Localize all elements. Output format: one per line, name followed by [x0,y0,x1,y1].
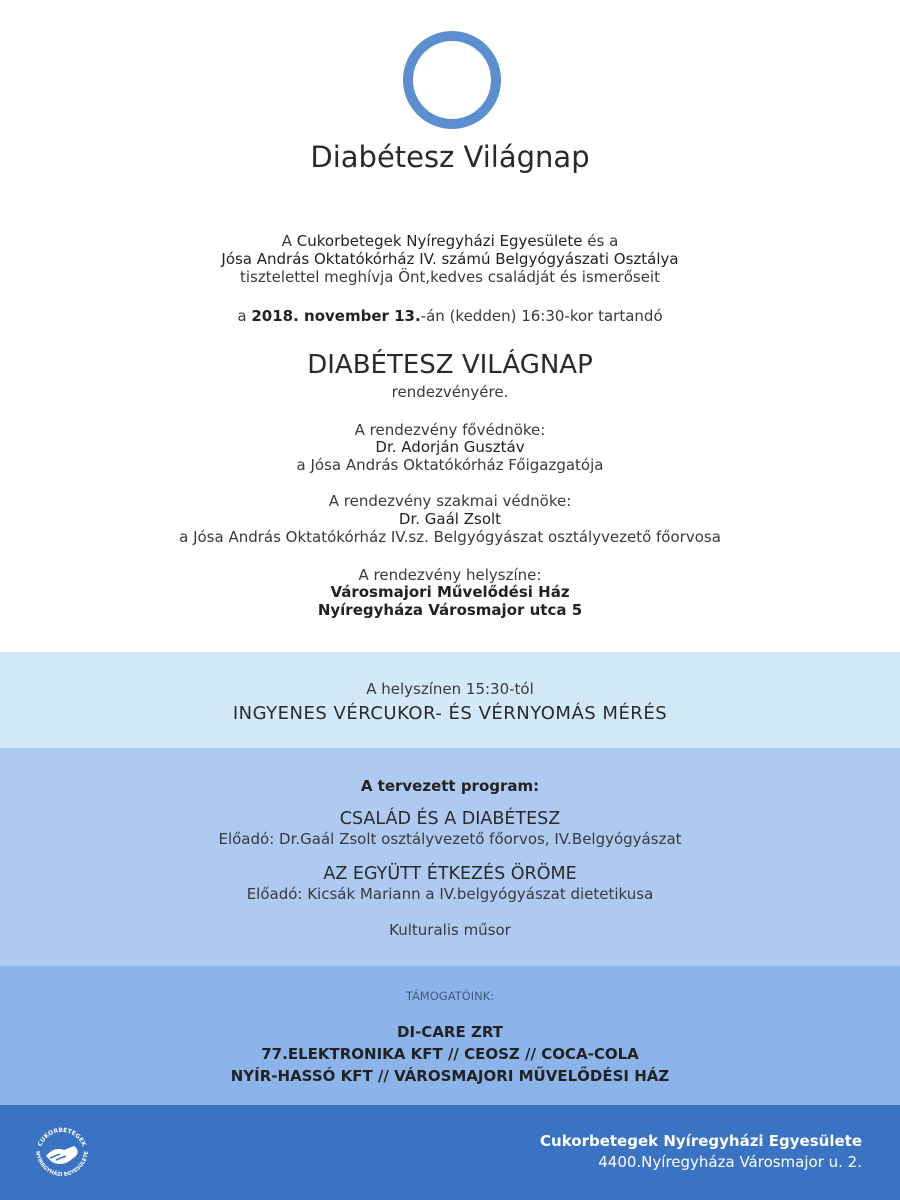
page-title: Diabétesz Világnap [310,140,590,174]
event-date-line [0,307,900,325]
sponsors-band [0,966,900,1105]
program-band [0,748,900,966]
footer-contact [540,1132,862,1171]
footer-address: 4400.Nyíregyháza Városmajor u. 2. [598,1153,862,1171]
patron-name: Dr. Adorján Gusztáv [375,438,525,456]
invite-line-1 [0,232,900,250]
venue-label: A rendezvény helyszíne: [358,566,542,584]
prof-patron-role: a Jósa András Oktatókórház IV.sz. Belgyógyászat osztályvezető főorvosa [179,528,721,546]
date-pre: a [237,307,247,325]
program-heading: A tervezett program: [360,777,540,795]
invite-line-2: Jósa András Oktatókórház IV. számú Belgyógyászati Osztálya [221,250,679,268]
invite-line-1-post: és a [587,232,619,250]
invite-org: Cukorbetegek Nyíregyházi Egyesülete [296,232,583,250]
prof-patron-label: A rendezvény szakmai védnöke: [328,492,572,510]
measurement-title: INGYENES VÉRCUKOR- ÉS VÉRNYOMÁS MÉRÉS [232,703,668,724]
invite-line-3: tisztelettel meghívja Önt,kedves családját és ismerőseit [240,268,660,286]
logo-text-top: CUKORBETEGEK [36,1126,88,1148]
invite-line-1-pre: A [281,232,292,250]
event-subtitle: rendezvényére. [391,383,509,401]
prof-patron-name: Dr. Gaál Zsolt [398,510,502,528]
organization-logo [30,1120,94,1184]
sponsor-line: 77.ELEKTRONIKA KFT // CEOSZ // COCA-COLA [261,1045,639,1063]
footer-org: Cukorbetegek Nyíregyházi Egyesülete [540,1132,862,1150]
program-item-speaker: Előadó: Dr.Gaál Zsolt osztályvezető főorvos, IV.Belgyógyászat [218,830,682,848]
svg-text:CUKORBETEGEK [37,1127,88,1148]
measurement-band [0,652,900,748]
program-extra: Kulturalis műsor [389,921,511,939]
measurement-time: A helyszínen 15:30-tól [366,680,534,698]
event-date: 2018. november 13. [251,307,421,325]
event-title: DIABÉTESZ VILÁGNAP [307,350,593,380]
patron-label: A rendezvény fővédnöke: [354,421,546,439]
handshake-icon [46,1146,78,1164]
venue-name: Városmajori Művelődési Ház [330,583,570,601]
sponsor-line: DI-CARE ZRT [397,1023,503,1041]
sponsors-label: TÁMOGATÓINK: [405,989,495,1003]
patron-role: a Jósa András Oktatókórház Főigazgatója [296,456,604,474]
program-item-title: AZ EGYÜTT ÉTKEZÉS ÖRÖME [323,864,577,884]
logo-text-bottom: NYÍREGYHÁZI EGYESÜLETE [33,1150,91,1179]
date-post: -án (kedden) 16:30-kor tartandó [420,307,663,325]
blue-circle-icon [403,31,501,129]
sponsor-line: NYÍR-HASSÓ KFT // VÁROSMAJORI MŰVELŐDÉSI HÁZ [230,1067,670,1085]
program-item-title: CSALÁD ÉS A DIABÉTESZ [339,809,561,829]
venue-address: Nyíregyháza Városmajor utca 5 [317,601,583,619]
program-item-speaker: Előadó: Kicsák Mariann a IV.belgyógyászat dietetikusa [246,885,654,903]
